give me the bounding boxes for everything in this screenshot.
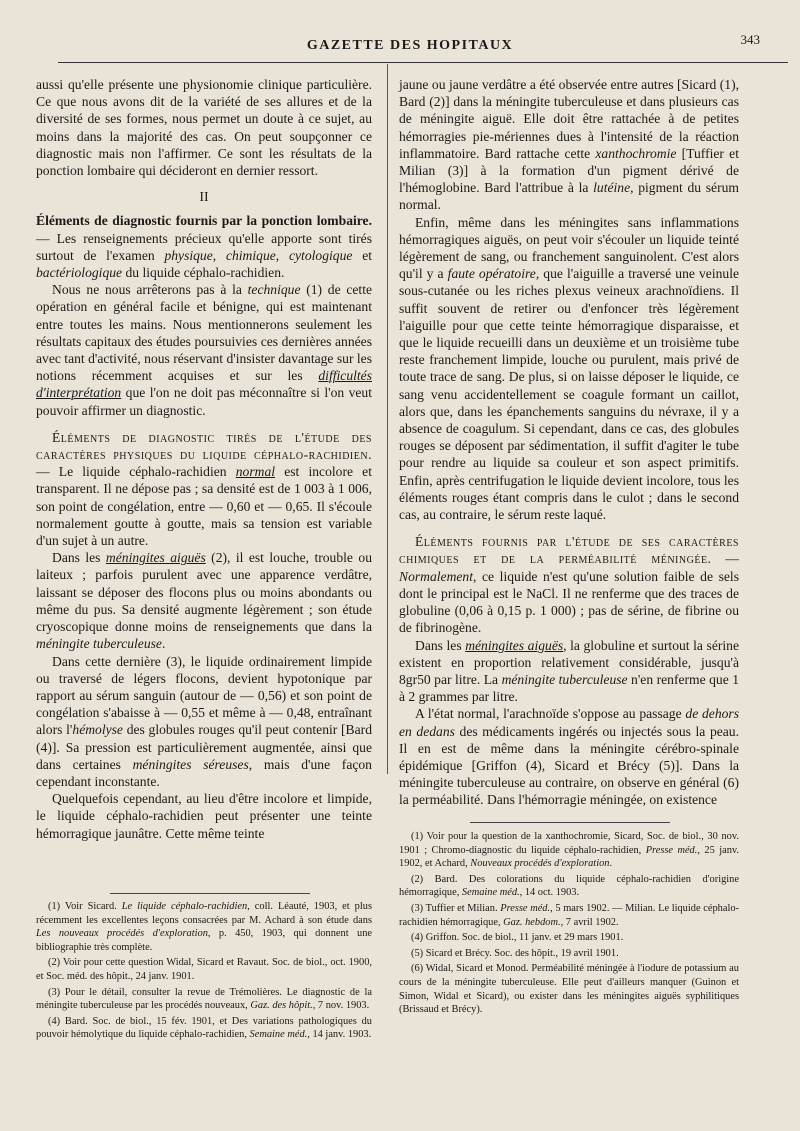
footnote-rule bbox=[110, 893, 310, 894]
footnote: (1) Voir Sicard. Le liquide céphalo-rachidien, coll. Léauté, 1903, et plus récemment les excellentes leçons consacrées par M. Achard à son étude dans Les nouveaux procédés d'exploration, p. 450, 1903, qui donnent une bibliographie très complète. bbox=[36, 901, 372, 953]
footnote: (2) Bard. Des colorations du liquide céphalo-rachidien d'origine hémorragique, Semaine méd., 14 oct. 1903. bbox=[399, 873, 739, 899]
page-number: 343 bbox=[740, 32, 760, 47]
paragraph: Nous ne nous arrêterons pas à la technique (1) de cette opération en général facile et bénigne, qui est maintenant entre toutes les mains. Nous mentionnerons seulement les résultats capitaux des études poursuivies ces dernières années avec tant d'activité, nous réservant d'insister davantage sur les notions récemment acquises et sur les difficultés d'interprétation que l'on ne doit pas méconnaître si l'on veut pouvoir affirmer un diagnostic. bbox=[36, 282, 373, 418]
section-number: II bbox=[199, 190, 209, 206]
footnote: (6) Widal, Sicard et Monod. Perméabilité méningée à l'iodure de potassium au cours de la méningite tuberculeuse. Elle peut d'ailleurs manquer (Guinon et Simon, Widal et Sicard), ou exister dans les méningites aiguës syphilitiques (Brissaud et Brécy). bbox=[399, 963, 739, 1016]
paragraph: Éléments de diagnostic fournis par la ponction lombaire. — Les renseignements précieux qu'elle apporte sont tirés surtout de l'examen physique, chimique, cytologique et bactériologique du liquide céphalo-rachidien. bbox=[36, 213, 373, 281]
paragraph: Quelquefois cependant, au lieu d'être incolore et limpide, le liquide céphalo-rachidien peut présenter une teinte hémorragique jaunâtre. Cette même teinte bbox=[36, 791, 372, 841]
paragraph: Éléments de diagnostic tirés de l'étude des caractères physiques du liquide céphalo-rachidien. — Le liquide céphalo-rachidien normal est incolore et transparent. Il ne dépose pas ; sa densité est de 1 003 à 1 006, son point de congélation, entre — 0,60 et — 0,65. Il s'écoule normalement goutte à goutte, mais sa tension est variable d'un sujet à un autre. bbox=[36, 429, 372, 549]
paragraph: Éléments fournis par l'étude de ses caractères chimiques et de la perméabilité méningée. — Normalement, ce liquide n'est qu'une solution faible de sels dont le principal est le NaCl. Il ne renferme que des traces de globuline (0,06 à 0,15 p. 1 000) ; pas de sérine, de fibrine ou de fibrinogène. bbox=[399, 534, 739, 636]
header-rule bbox=[58, 62, 788, 63]
left-column bbox=[36, 76, 372, 842]
footnote-rule bbox=[470, 822, 670, 823]
footnotes-right bbox=[399, 830, 739, 1019]
section-title: Éléments de diagnostic fournis par la ponction lombaire. bbox=[36, 213, 372, 229]
running-title: GAZETTE DES HOPITAUX bbox=[306, 38, 514, 53]
column-rule bbox=[387, 64, 388, 774]
footnote: (2) Voir pour cette question Widal, Sicard et Ravaut. Soc. de biol., oct. 1900, et Soc. méd. des hôpit., 24 janv. 1901. bbox=[36, 957, 372, 982]
paragraph: aussi qu'elle présente une physionomie clinique particulière. Ce que nous avons dit de la variété de ses allures et de la diversité de ses formes, nous permet un doute à ce sujet, au moins dans la majorité des cas. On peut soupçonner ce diagnostic mais non l'affirmer. Ce sont les résultats de la ponction lombaire qui décideront en dernier ressort. bbox=[36, 77, 372, 179]
subsection-title: Éléments fournis par l'étude de ses caractères chimiques et de la perméabilité méningée. bbox=[399, 534, 739, 567]
page-header bbox=[60, 30, 760, 60]
subsection-title: Éléments de diagnostic tirés de l'étude des caractères physiques du liquide céphalo-rachidien. bbox=[36, 429, 372, 463]
paragraph: Enfin, même dans les méningites sans inflammations hémorragiques aiguës, on peut voir s'écouler un liquide teinté légèrement de sang, ou franchement sanguinolent. C'est alors qu'il y a faute opératoire, que l'aiguille a traversé une veinule sous-cutanée ou les riches plexus veineux arachnoïdiens. Il suffit souvent de retirer ou d'enfoncer très légèrement l'aiguille pour que cette teinte hémorragique disparaisse, et que le liquide recueilli dans un deuxième et un troisième tube reste franchement limpide, louche ou purulent, mais privé de toute trace de sang. De plus, si on laisse déposer le liquide, ce sang venu accidentellement se coagule formant un caillot, alors que, dans les épanchements sanguins du névraxe, il y a absence de coagulum. Si cependant, dans ce cas, des globules rouges se déposent par sédimentation, il suffit d'agiter le tube pour rendre au liquide sa couleur et son aspect primitifs. Enfin, après centrifugation le liquide devient incolore, tous les éléments rouges étant compris dans le culot ; dans le second cas, au contraire, le sérum reste laqué. bbox=[399, 214, 740, 523]
paragraph: A l'état normal, l'arachnoïde s'oppose au passage de dehors en dedans des médicaments ingérés ou injectés sous la peau. Il en est de même dans la méningite cérébro-spinale épidémique [Griffon (4), Sicard et Brécy (5)]. Dans la méningite tuberculeuse au contraire, on observe en général (6) la perméabilité. Dans l'hémorragie méningée, on existence bbox=[399, 706, 740, 808]
right-column bbox=[399, 76, 739, 809]
footnote: (4) Griffon. Soc. de biol., 11 janv. et 29 mars 1901. bbox=[411, 932, 624, 944]
footnote: (5) Sicard et Brécy. Soc. des hôpit., 19 avril 1901. bbox=[411, 947, 619, 959]
paragraph: Dans cette dernière (3), le liquide ordinairement limpide ou traversé de légers flocons, devient hypotonique par rapport au sérum sanguin (autour de — 0,56) et son point de congélation s'abaisse à — 0,55 et même à — 0,48, entraînant alors l'hémolyse des globules rouges qu'il peut contenir [Bard (4)]. Sa pression est particulièrement augmentée, ainsi que dans certaines méningites séreuses, mais d'une façon cependant inconstante. bbox=[36, 653, 372, 789]
footnote: (1) Voir pour la question de la xanthochromie, Sicard, Soc. de biol., 30 nov. 1901 ; Chromo-diagnostic du liquide céphalo-rachidien, Presse méd., 25 janv. 1902, et Achard, Nouveaux procédés d'exploration. bbox=[399, 831, 740, 870]
footnote: (3) Tuffier et Milian. Presse méd., 5 mars 1902. — Milian. Le liquide céphalo-rachidien hémorragique, Gaz. hebdom., 7 avril 1902. bbox=[399, 902, 739, 928]
footnote: (4) Bard. Soc. de biol., 15 fév. 1901, et Des variations pathologiques du pouvoir hémolytique du liquide céphalo-rachidien, Semaine méd., 14 janv. 1903. bbox=[36, 1015, 372, 1041]
footnotes-left bbox=[36, 900, 372, 1044]
paragraph: jaune ou jaune verdâtre a été observée entre autres [Sicard (1), Bard (2)] dans la méningite tuberculeuse et dans plusieurs cas de méningite aiguë. Elle doit être rattachée à de petites hémorragies pie-mériennes dues à l'intensité de la réaction inflammatoire. Bard rattache cette xanthochromie [Tuffier et Milian (3)] à la formation d'un pigment dérivé de l'hémoglobine. Bard l'attribue à la lutéine, pigment du sérum normal. bbox=[399, 77, 739, 213]
footnote: (3) Pour le détail, consulter la revue de Trémolières. Le diagnostic de la méningite tuberculeuse par les procédés nouveaux, Gaz. des hôpit., 7 nov. 1903. bbox=[36, 986, 372, 1012]
paragraph: Dans les méningites aiguës (2), il est louche, trouble ou laiteux ; parfois purulent avec une apparence verdâtre, laissant se déposer des flocons plus ou moins abondants ou même du pus. Sa densité augmente légèrement ; son étude cryoscopique donne moins de renseignements que dans la méningite tuberculeuse. bbox=[36, 550, 372, 652]
paragraph: Dans les méningites aiguës, la globuline et surtout la sérine existent en proportion relativement considérable, jusqu'à 8gr50 par litre. La méningite tuberculeuse n'en renferme que 1 à 2 grammes par litre. bbox=[399, 637, 739, 705]
